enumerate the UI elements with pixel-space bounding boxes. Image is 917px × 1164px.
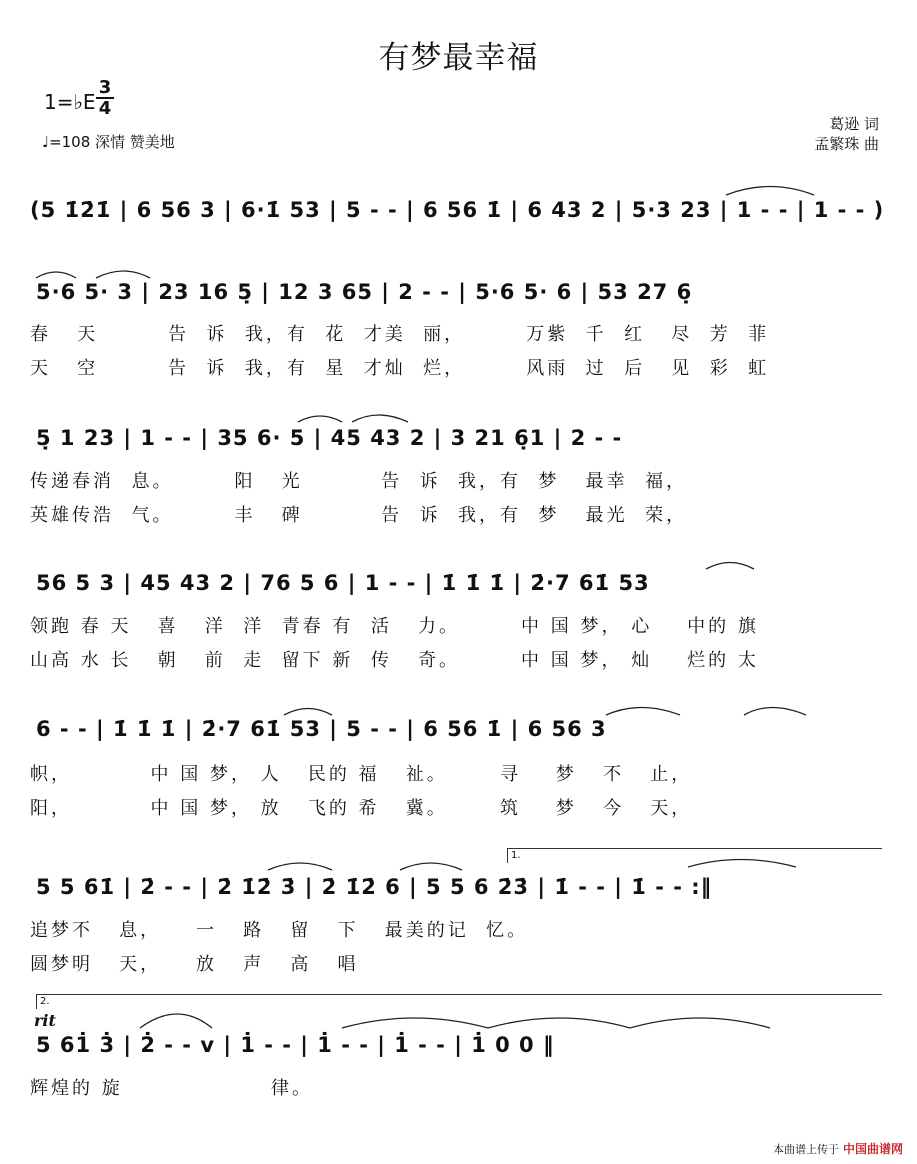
lyric-verse-2: 天 空 告 诉 我，有 星 才灿 烂， 风雨 过 后 见 彩 虹: [30, 358, 770, 379]
staff-notes: 5̣ 1 23 | 1 - - | 35 6· 5 | 45 43 2 | 3 21 6̣1 | 2 - -: [36, 426, 623, 450]
lyric-verse-1: 追梦不 息， 一 路 留 下 最美的记 忆。: [30, 920, 529, 941]
volta-number: 1.: [511, 850, 521, 861]
staff-notes: 5 61̇ 3̇ | 2̇ - - v | 1̇ - - | 1̇ - - | 1̇ - - | 1̇ 0 0 ‖: [36, 1033, 555, 1057]
staff-notes: 5·6 5· 3 | 23 16 5̣ | 12 3 65 | 2 - - | 5·6 5· 6 | 53 27 6̣: [36, 280, 693, 304]
song-title: 有梦最幸福: [378, 40, 539, 76]
lyric-verse-2: 山高 水 长 朝 前 走 留下 新 传 奇。 中 国 梦， 灿 烂的 太: [30, 650, 759, 671]
lyric-verse-2: 圆梦明 天， 放 声 高 唱: [30, 954, 359, 975]
staff-notes: 6 - - | 1̇ 1̇ 1̇ | 2̇·7 61̇ 53 | 5 - - | 6 56 1̇ | 6 56 3: [36, 717, 607, 741]
volta-number: 2.: [40, 996, 50, 1007]
time-signature-top: 3: [98, 77, 112, 98]
key-signature: 1=♭E: [44, 90, 96, 114]
composer-credit: 孟繁珠 曲: [814, 135, 879, 153]
lyric-verse-1: 帜， 中 国 梦， 人 民的 福 祉。 寻 梦 不 止，: [30, 764, 693, 785]
footer-text: 本曲谱上传于: [772, 1142, 839, 1156]
lyric-verse-2: 阳， 中 国 梦， 放 飞的 希 冀。 筑 梦 今 天，: [30, 798, 693, 819]
time-signature-bottom: 4: [96, 97, 114, 118]
lyric-verse-1: 春 天 告 诉 我，有 花 才美 丽， 万紫 千 红 尽 芳 菲: [30, 324, 770, 345]
lyricist-credit: 葛逊 词: [829, 115, 879, 133]
lyric-verse-2: 英雄传浩 气。 丰 碑 告 诉 我，有 梦 最光 荣，: [30, 505, 688, 526]
ritardando-marking: rit: [34, 1011, 56, 1030]
tempo-marking: ♩=108 深情 赞美地: [42, 133, 175, 151]
site-logo: 中国曲谱网: [842, 1142, 903, 1156]
staff-notes: 56 5 3 | 45 43 2 | 76 5 6 | 1 - - | 1̇ 1̇ 1̇ | 2̇·7 61̇ 53: [36, 571, 650, 595]
lyric-verse-1: 领跑 春 天 喜 洋 洋 青春 有 活 力。 中 国 梦， 心 中的 旗: [30, 616, 759, 637]
staff-notes: 5 5 61̇ | 2̇ - - | 2̇ 1̇2̇ 3̇ | 2̇ 1̇2̇ 6 | 5 5 6 2̇3̇ | 1̇ - - | 1̇ - - :‖: [36, 875, 713, 899]
lyric-verse-1: 辉煌的 旋 律。: [30, 1078, 313, 1099]
footer-credit: [773, 1140, 903, 1157]
lyric-verse-1: 传递春消 息。 阳 光 告 诉 我，有 梦 最幸 福，: [30, 471, 688, 492]
staff-notes: (5 1̇2̇1̇ | 6 56 3 | 6·1̇ 53 | 5 - - | 6 56 1̇ | 6 43 2 | 5·3 23 | 1 - - | 1 - - ): [30, 198, 885, 222]
